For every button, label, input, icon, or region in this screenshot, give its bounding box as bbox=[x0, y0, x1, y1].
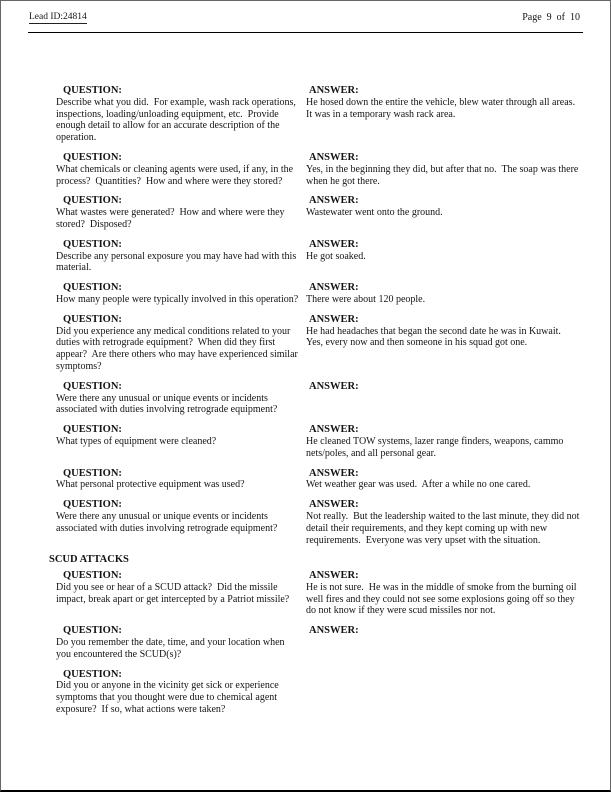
question-text: How many people were typically involved in this operation? bbox=[56, 293, 299, 305]
answer-label: ANSWER: bbox=[309, 424, 359, 436]
answer-text: He hosed down the entire the vehicle, blew water through all areas. It was in a temporary wash rack area. bbox=[306, 96, 581, 120]
answer-label: ANSWER: bbox=[309, 499, 359, 511]
answer-block bbox=[306, 468, 585, 492]
qa-pair bbox=[49, 314, 585, 373]
question-block bbox=[49, 625, 306, 660]
qa-pair bbox=[49, 282, 585, 306]
answer-label: ANSWER: bbox=[309, 625, 359, 637]
question-text: Did you experience any medical conditions related to your duties with retrograde equipment? When did they first appear? Are there others who may have experienced similar symptoms? bbox=[56, 325, 301, 372]
qa-pair bbox=[49, 468, 585, 492]
answer-text: He cleaned TOW systems, lazer range finders, weapons, cammo nets/poles, and all personal gear. bbox=[306, 435, 566, 459]
answer-text: Wastewater went onto the ground. bbox=[306, 207, 443, 219]
answer-label: ANSWER: bbox=[309, 282, 359, 294]
question-label: QUESTION: bbox=[63, 282, 122, 294]
answer-text: Yes, in the beginning they did, but after that no. The soap was there when he got there. bbox=[306, 163, 581, 187]
answer-text: Wet weather gear was used. After a while no one cared. bbox=[306, 479, 531, 491]
answer-label: ANSWER: bbox=[309, 313, 359, 325]
question-block bbox=[49, 152, 306, 187]
answer-text: He had headaches that began the second date he was in Kuwait. Yes, every now and then someone in his squad got one. bbox=[306, 325, 566, 349]
question-text: What personal protective equipment was used? bbox=[56, 479, 245, 491]
question-block bbox=[49, 282, 306, 306]
question-label: QUESTION: bbox=[63, 467, 122, 479]
question-label: QUESTION: bbox=[63, 570, 122, 582]
answer-label: ANSWER: bbox=[309, 570, 359, 582]
question-label: QUESTION: bbox=[63, 85, 122, 96]
answer-label: ANSWER: bbox=[309, 85, 359, 96]
question-text: Were there any unusual or unique events or incidents associated with duties involving retrograde equipment? bbox=[56, 510, 278, 534]
answer-label: ANSWER: bbox=[309, 380, 359, 392]
question-label: QUESTION: bbox=[63, 499, 122, 511]
question-block bbox=[49, 669, 306, 716]
qa-pair bbox=[49, 239, 585, 274]
question-block bbox=[49, 195, 306, 230]
qa-content bbox=[1, 33, 610, 716]
answer-block bbox=[306, 282, 585, 306]
answer-block bbox=[306, 152, 585, 187]
qa-pair bbox=[49, 625, 585, 660]
lead-id: Lead ID:24814 bbox=[29, 12, 87, 22]
qa-pair bbox=[49, 85, 585, 144]
question-block bbox=[49, 424, 306, 459]
question-label: QUESTION: bbox=[63, 668, 122, 680]
answer-block bbox=[306, 570, 585, 617]
question-text: What types of equipment were cleaned? bbox=[56, 435, 217, 447]
qa-pair bbox=[49, 499, 585, 546]
answer-block bbox=[306, 625, 585, 660]
question-text: Were there any unusual or unique events or incidents associated with duties involving retrograde equipment? bbox=[56, 392, 278, 416]
question-block bbox=[49, 499, 306, 546]
question-label: QUESTION: bbox=[63, 625, 122, 637]
answer-block bbox=[306, 499, 585, 546]
question-label: QUESTION: bbox=[63, 313, 122, 325]
question-text: What wastes were generated? How and where were they stored? Disposed? bbox=[56, 207, 288, 230]
answer-block bbox=[306, 424, 585, 459]
answer-text: He is not sure. He was in the middle of smoke from the burning oil well fires and they could not see some explosions going off so they do not know if they were scud missiles nor not. bbox=[306, 581, 580, 617]
qa-pair bbox=[49, 152, 585, 187]
section-heading: SCUD ATTACKS bbox=[49, 554, 129, 566]
question-block bbox=[49, 468, 306, 492]
question-block bbox=[49, 239, 306, 274]
question-label: QUESTION: bbox=[63, 424, 122, 436]
page-header bbox=[1, 1, 610, 24]
answer-text: There were about 120 people. bbox=[306, 293, 426, 305]
question-label: QUESTION: bbox=[63, 195, 122, 207]
question-text: Did you or anyone in the vicinity get sick or experience symptoms that you thought were due to chemical agent exposure? If so, what actions were taken? bbox=[56, 680, 282, 716]
answer-block bbox=[306, 239, 585, 274]
answer-label: ANSWER: bbox=[309, 195, 359, 207]
answer-text: Not really. But the leadership waited to the last minute, they did not detail their requirements, and they kept coming up with new requirements. Everyone was very upset with the situation. bbox=[306, 510, 582, 546]
question-text: Do you remember the date, time, and your location when you encountered the SCUD(s)? bbox=[56, 637, 288, 660]
question-block bbox=[49, 314, 306, 373]
question-text: Did you see or hear of a SCUD attack? Did the missile impact, break apart or get intercepted by a Patriot missile? bbox=[56, 581, 290, 605]
question-text: What chemicals or cleaning agents were used, if any, in the process? Quantities? How and where were they stored? bbox=[56, 163, 296, 187]
answer-label: ANSWER: bbox=[309, 151, 359, 163]
question-block bbox=[49, 381, 306, 416]
answer-block bbox=[306, 381, 585, 416]
question-text: Describe what you did. For example, wash rack operations, inspections, loading/unloading equipment, etc. Provide enough detail to allow for an accurate description of the operation. bbox=[56, 96, 299, 144]
answer-block bbox=[306, 314, 585, 373]
question-block bbox=[49, 570, 306, 617]
qa-pair bbox=[49, 669, 585, 716]
question-label: QUESTION: bbox=[63, 151, 122, 163]
qa-pair bbox=[49, 570, 585, 617]
answer-text: He got soaked. bbox=[306, 250, 366, 262]
question-label: QUESTION: bbox=[63, 380, 122, 392]
page-number: Page 9 of 10 bbox=[522, 12, 580, 23]
qa-pair bbox=[49, 381, 585, 416]
answer-block bbox=[306, 195, 585, 230]
answer-label: ANSWER: bbox=[309, 238, 359, 250]
qa-pair bbox=[49, 195, 585, 230]
question-text: Describe any personal exposure you may have had with this material. bbox=[56, 250, 299, 274]
question-block bbox=[49, 85, 306, 144]
qa-pair bbox=[49, 424, 585, 459]
answer-block bbox=[306, 669, 585, 716]
question-label: QUESTION: bbox=[63, 238, 122, 250]
answer-block bbox=[306, 85, 585, 144]
answer-label: ANSWER: bbox=[309, 467, 359, 479]
